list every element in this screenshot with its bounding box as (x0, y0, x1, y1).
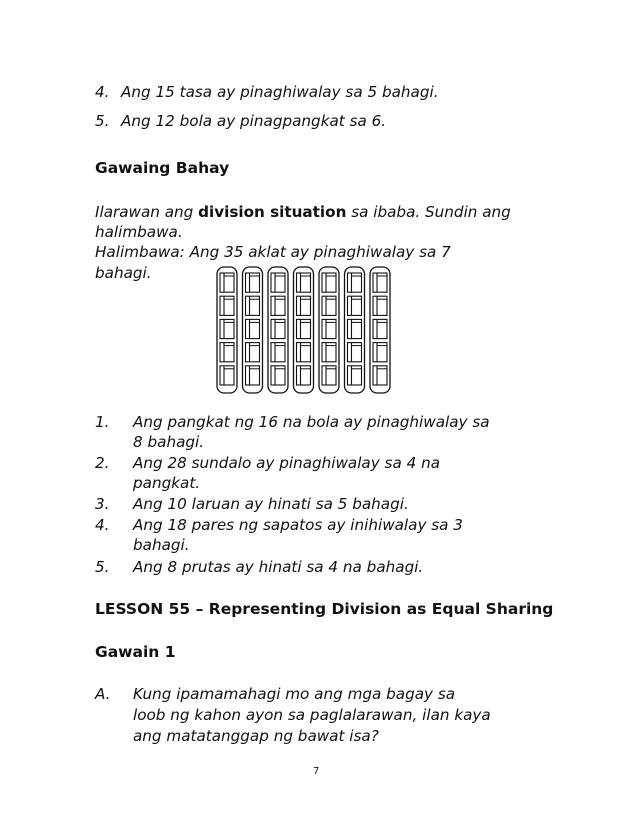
book-icon (322, 296, 336, 315)
book-icon (246, 319, 260, 338)
exercise-1-line-2: 8 bahagi. (133, 433, 205, 451)
book-icon (348, 366, 362, 385)
exercise-5-number: 5. (95, 558, 110, 576)
exercise-3-number: 3. (95, 495, 110, 513)
book-icon (373, 343, 387, 362)
exercise-2-line-2: pangkat. (133, 474, 201, 492)
lesson-heading: LESSON 55 – Representing Division as Equal Sharing (95, 600, 554, 618)
book-icon (297, 273, 311, 292)
gawain-1-item-line-3: ang matatanggap ng bawat isa? (133, 727, 379, 745)
exercise-1-number: 1. (95, 413, 110, 431)
book-icon (220, 343, 234, 362)
book-icon (246, 273, 260, 292)
exercise-4-line-1: Ang 18 pares ng sapatos ay inihiwalay sa 3 (133, 516, 463, 534)
book-icon (373, 296, 387, 315)
instruction-line-1 (95, 202, 511, 222)
book-group-1 (217, 267, 237, 393)
book-icon (271, 343, 285, 362)
book-icon (220, 296, 234, 315)
book-group-4 (294, 267, 314, 393)
exercise-1-line-1: Ang pangkat ng 16 na bola ay pinaghiwalay sa (133, 413, 490, 431)
intro-item-4-text: Ang 15 tasa ay pinaghiwalay sa 5 bahagi. (121, 83, 439, 101)
exercise-4-number: 4. (95, 516, 110, 534)
book-icon (271, 273, 285, 292)
gawain-1-item-line-1: Kung ipamamahagi mo ang mga bagay sa (133, 685, 456, 703)
book-group-7 (370, 267, 390, 393)
book-group-5 (319, 267, 339, 393)
gawaing-bahay-heading: Gawaing Bahay (95, 159, 230, 177)
gawain-1-item-line-2: loob ng kahon ayon sa paglalarawan, ilan kaya (133, 706, 491, 724)
book-icon (322, 319, 336, 338)
book-icon (373, 273, 387, 292)
book-icon (348, 273, 362, 292)
instruction-line-2: halimbawa. (95, 223, 183, 241)
book-icon (373, 319, 387, 338)
exercise-2-number: 2. (95, 454, 110, 472)
books-grouping-figure (214, 265, 394, 395)
exercise-4-line-2: bahagi. (133, 536, 190, 554)
book-icon (246, 366, 260, 385)
book-icon (297, 296, 311, 315)
instruction-post: sa ibaba. Sundin ang (346, 203, 511, 221)
gawain-1-heading: Gawain 1 (95, 643, 176, 661)
book-icon (348, 296, 362, 315)
book-icon (220, 273, 234, 292)
exercise-5-line-1: Ang 8 prutas ay hinati sa 4 na bahagi. (133, 558, 424, 576)
book-icon (322, 273, 336, 292)
book-icon (322, 343, 336, 362)
book-icon (297, 366, 311, 385)
book-icon (246, 296, 260, 315)
page-number: 7 (313, 766, 320, 777)
book-icon (271, 319, 285, 338)
exercise-3-line-1: Ang 10 laruan ay hinati sa 5 bahagi. (133, 495, 409, 513)
gawain-1-item-letter: A. (95, 685, 111, 703)
example-line-2: bahagi. (95, 264, 152, 282)
book-group-6 (345, 267, 365, 393)
instruction-bold: division situation (198, 203, 347, 221)
book-icon (373, 366, 387, 385)
book-icon (220, 366, 234, 385)
book-group-3 (268, 267, 288, 393)
intro-item-5-text: Ang 12 bola ay pinagpangkat sa 6. (121, 112, 387, 130)
book-icon (297, 343, 311, 362)
book-icon (271, 296, 285, 315)
book-icon (246, 343, 260, 362)
intro-item-4-number: 4. (95, 83, 110, 101)
exercise-2-line-1: Ang 28 sundalo ay pinaghiwalay sa 4 na (133, 454, 441, 472)
book-icon (220, 319, 234, 338)
book-icon (348, 343, 362, 362)
book-icon (297, 319, 311, 338)
book-group-2 (243, 267, 263, 393)
intro-item-5-number: 5. (95, 112, 110, 130)
book-icon (322, 366, 336, 385)
book-icon (271, 366, 285, 385)
book-icon (348, 319, 362, 338)
example-line-1: Halimbawa: Ang 35 aklat ay pinaghiwalay sa 7 (95, 243, 451, 261)
instruction-pre: Ilarawan ang (95, 203, 199, 221)
